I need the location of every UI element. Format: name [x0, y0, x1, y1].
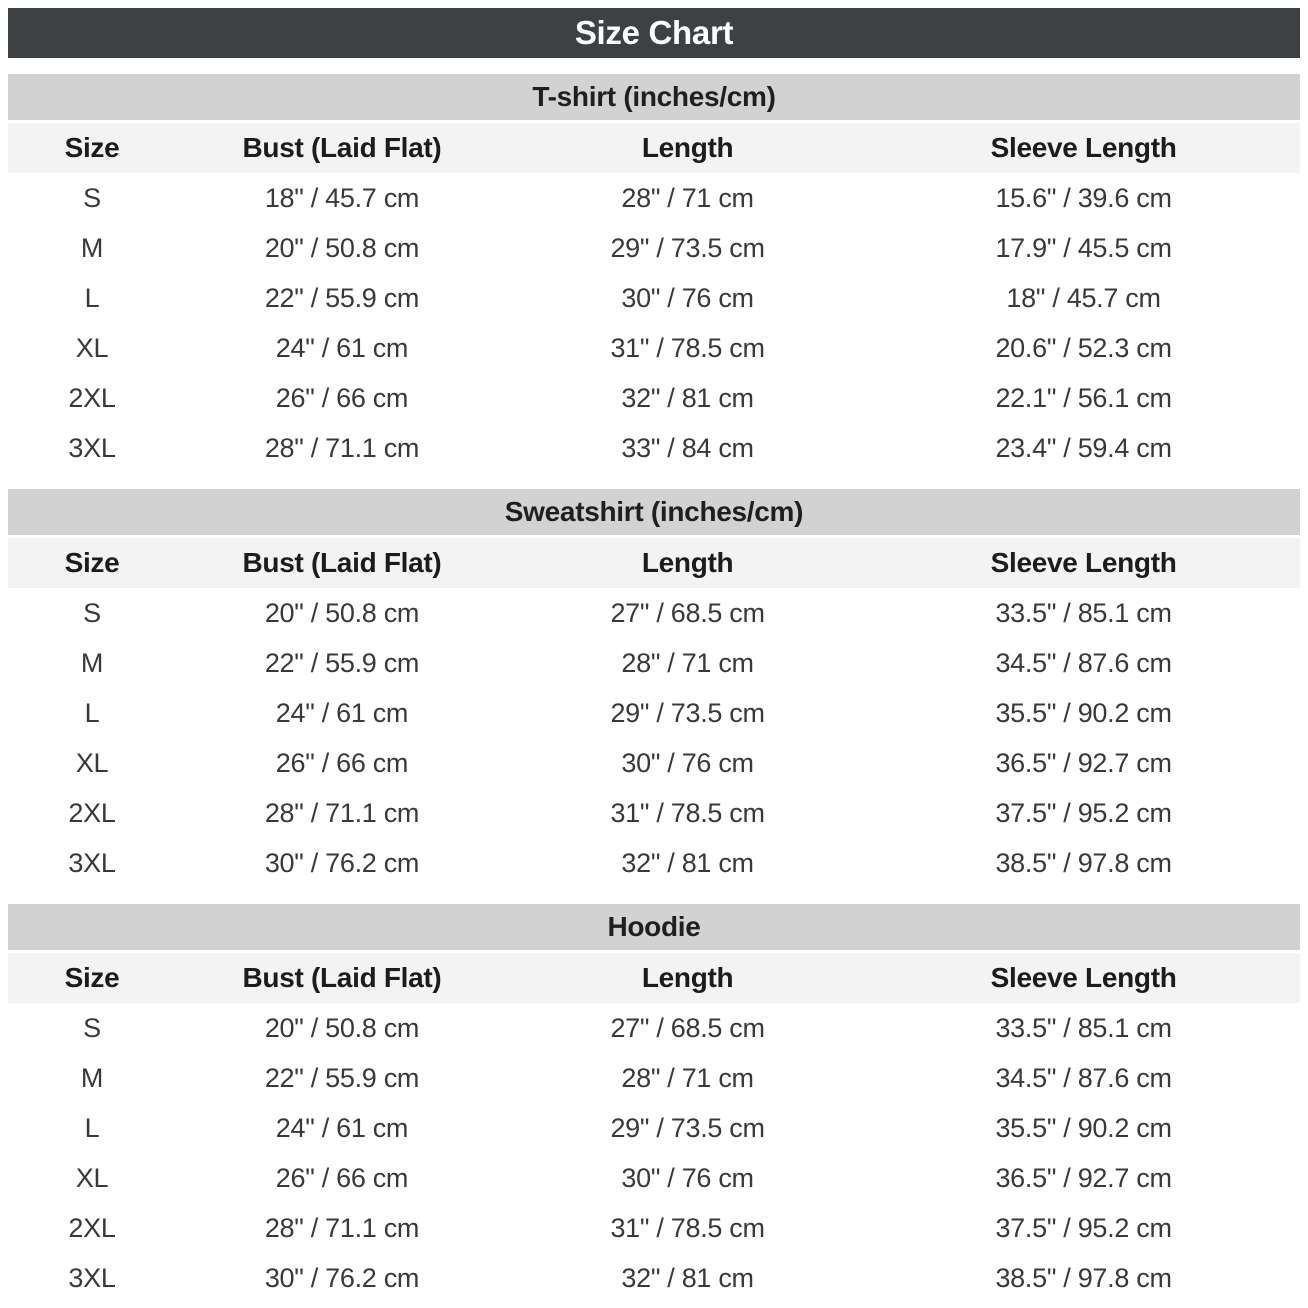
measurement-value: 31" / 78.5 cm: [610, 1212, 765, 1243]
table-row: [8, 223, 1300, 273]
size-chart: [8, 74, 1300, 1303]
measurement-value: 28" / 71.1 cm: [264, 432, 420, 463]
table-row: [8, 688, 1300, 738]
measurement-value: 29" / 73.5 cm: [610, 697, 765, 728]
page-title: Size Chart: [574, 14, 734, 51]
table-row: [8, 423, 1300, 473]
table-row: [8, 373, 1300, 423]
table-row: [8, 1203, 1300, 1253]
measurement-value: 26" / 66 cm: [275, 747, 409, 778]
measurement-value: 29" / 73.5 cm: [610, 232, 765, 263]
column-header-row: [8, 123, 1300, 173]
measurement-value: 28" / 71.1 cm: [264, 1212, 420, 1243]
size-label: M: [80, 647, 104, 678]
measurement-value: 28" / 71 cm: [621, 647, 754, 678]
measurement-value: 33" / 84 cm: [621, 432, 754, 463]
size-label: 3XL: [68, 1262, 116, 1293]
column-header: Length: [641, 962, 734, 993]
column-header: Sleeve Length: [990, 132, 1177, 163]
measurement-value: 20" / 50.8 cm: [264, 597, 420, 628]
size-label: 2XL: [68, 1212, 116, 1243]
section-rows: [8, 588, 1300, 888]
table-row: [8, 1253, 1300, 1303]
size-chart-section: [8, 904, 1300, 1303]
size-label: 3XL: [68, 847, 116, 878]
measurement-value: 18" / 45.7 cm: [1006, 282, 1161, 313]
measurement-value: 38.5" / 97.8 cm: [995, 847, 1172, 878]
size-label: M: [80, 232, 104, 263]
measurement-value: 22" / 55.9 cm: [264, 1062, 420, 1093]
column-header: Size: [64, 962, 120, 993]
measurement-value: 22.1" / 56.1 cm: [995, 382, 1172, 413]
size-label: M: [80, 1062, 104, 1093]
measurement-value: 36.5" / 92.7 cm: [995, 747, 1172, 778]
column-header: Bust (Laid Flat): [242, 132, 442, 163]
measurement-value: 27" / 68.5 cm: [610, 597, 765, 628]
measurement-value: 30" / 76 cm: [621, 282, 754, 313]
column-header: Bust (Laid Flat): [242, 547, 442, 578]
section-rows: [8, 1003, 1300, 1303]
measurement-value: 38.5" / 97.8 cm: [995, 1262, 1172, 1293]
table-row: [8, 273, 1300, 323]
size-label: S: [83, 182, 101, 213]
measurement-value: 31" / 78.5 cm: [610, 332, 765, 363]
measurement-value: 24" / 61 cm: [275, 1112, 409, 1143]
measurement-value: 32" / 81 cm: [621, 382, 754, 413]
measurement-value: 24" / 61 cm: [275, 332, 409, 363]
measurement-value: 28" / 71 cm: [621, 1062, 754, 1093]
table-row: [8, 323, 1300, 373]
size-label: 2XL: [68, 382, 116, 413]
measurement-value: 24" / 61 cm: [275, 697, 409, 728]
measurement-value: 30" / 76 cm: [621, 1162, 754, 1193]
measurement-value: 30" / 76.2 cm: [264, 1262, 420, 1293]
size-label: XL: [75, 1162, 109, 1193]
measurement-value: 35.5" / 90.2 cm: [995, 1112, 1172, 1143]
table-row: [8, 1103, 1300, 1153]
measurement-value: 35.5" / 90.2 cm: [995, 697, 1172, 728]
measurement-value: 26" / 66 cm: [275, 1162, 409, 1193]
measurement-value: 28" / 71.1 cm: [264, 797, 420, 828]
table-row: [8, 838, 1300, 888]
section-band: [8, 489, 1300, 535]
column-header-row: [8, 953, 1300, 1003]
table-row: [8, 788, 1300, 838]
size-chart-section: [8, 74, 1300, 473]
table-row: [8, 638, 1300, 688]
column-header: Sleeve Length: [990, 547, 1177, 578]
measurement-value: 29" / 73.5 cm: [610, 1112, 765, 1143]
section-band: [8, 74, 1300, 120]
size-label: L: [84, 1112, 100, 1143]
column-header: Size: [64, 132, 120, 163]
measurement-value: 17.9" / 45.5 cm: [995, 232, 1172, 263]
measurement-value: 34.5" / 87.6 cm: [995, 1062, 1172, 1093]
measurement-value: 22" / 55.9 cm: [264, 282, 420, 313]
size-label: 3XL: [68, 432, 116, 463]
table-row: [8, 173, 1300, 223]
measurement-value: 22" / 55.9 cm: [264, 647, 420, 678]
measurement-value: 32" / 81 cm: [621, 1262, 754, 1293]
measurement-value: 20" / 50.8 cm: [264, 232, 420, 263]
column-header-row: [8, 538, 1300, 588]
measurement-value: 18" / 45.7 cm: [264, 182, 420, 213]
size-label: XL: [75, 332, 109, 363]
column-header: Length: [641, 132, 734, 163]
measurement-value: 31" / 78.5 cm: [610, 797, 765, 828]
section-rows: [8, 173, 1300, 473]
measurement-value: 28" / 71 cm: [621, 182, 754, 213]
measurement-value: 33.5" / 85.1 cm: [995, 1012, 1172, 1043]
table-row: [8, 1003, 1300, 1053]
measurement-value: 27" / 68.5 cm: [610, 1012, 765, 1043]
title-bar: [8, 8, 1300, 58]
measurement-value: 36.5" / 92.7 cm: [995, 1162, 1172, 1193]
table-row: [8, 1053, 1300, 1103]
measurement-value: 37.5" / 95.2 cm: [995, 1212, 1172, 1243]
measurement-value: 30" / 76 cm: [621, 747, 754, 778]
section-band: [8, 904, 1300, 950]
column-header: Bust (Laid Flat): [242, 962, 442, 993]
measurement-value: 30" / 76.2 cm: [264, 847, 420, 878]
measurement-value: 23.4" / 59.4 cm: [995, 432, 1172, 463]
section-title: Sweatshirt (inches/cm): [504, 496, 804, 527]
table-row: [8, 1153, 1300, 1203]
measurement-value: 37.5" / 95.2 cm: [995, 797, 1172, 828]
size-label: S: [83, 1012, 101, 1043]
section-title: T-shirt (inches/cm): [532, 81, 776, 112]
measurement-value: 20" / 50.8 cm: [264, 1012, 420, 1043]
column-header: Sleeve Length: [990, 962, 1177, 993]
measurement-value: 34.5" / 87.6 cm: [995, 647, 1172, 678]
measurement-value: 20.6" / 52.3 cm: [995, 332, 1172, 363]
measurement-value: 15.6" / 39.6 cm: [995, 182, 1172, 213]
section-title: Hoodie: [607, 911, 701, 942]
table-row: [8, 588, 1300, 638]
size-label: L: [84, 697, 100, 728]
measurement-value: 32" / 81 cm: [621, 847, 754, 878]
size-label: 2XL: [68, 797, 116, 828]
table-row: [8, 738, 1300, 788]
size-label: L: [84, 282, 100, 313]
column-header: Length: [641, 547, 734, 578]
column-header: Size: [64, 547, 120, 578]
size-label: XL: [75, 747, 109, 778]
size-chart-section: [8, 489, 1300, 888]
measurement-value: 26" / 66 cm: [275, 382, 409, 413]
size-label: S: [83, 597, 101, 628]
measurement-value: 33.5" / 85.1 cm: [995, 597, 1172, 628]
